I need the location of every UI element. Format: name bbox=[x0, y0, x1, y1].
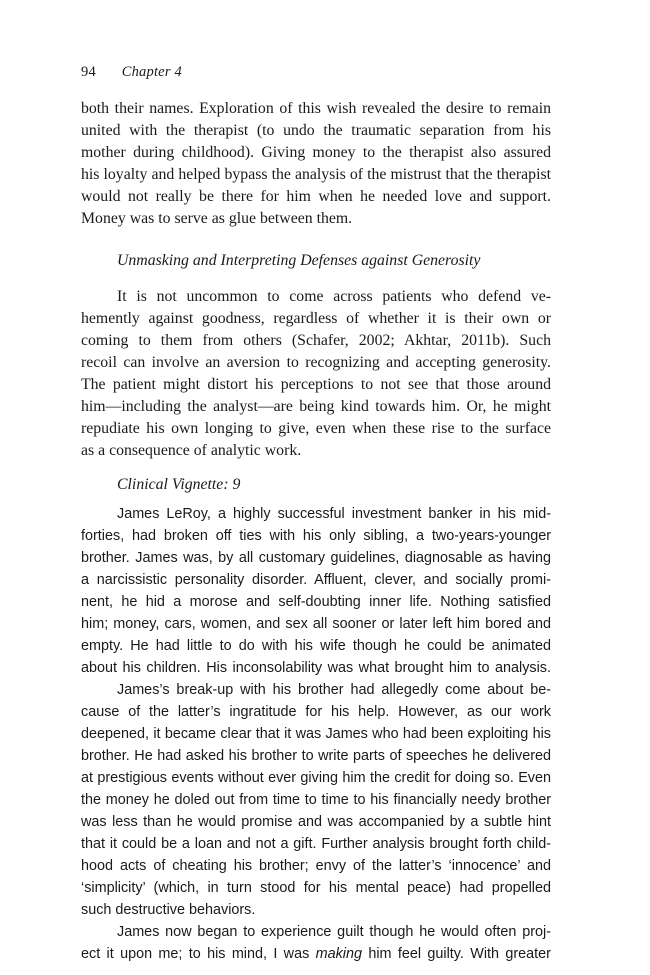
text-line: at prestigious events without ever giving him the credit for doing so. Even bbox=[81, 770, 551, 786]
text-line: James’s break-up with his brother had allegedly come about be- bbox=[117, 682, 551, 698]
section-heading: Unmasking and Interpreting Defenses against Generosity bbox=[117, 252, 481, 269]
text-fragment: ect it upon me; to his mind, I was bbox=[81, 946, 316, 962]
text-line: ‘simplicity’ (which, in turn stood for his mental peace) had propelled bbox=[81, 880, 551, 896]
text-line: The patient might distort his perceptions to not see that those around bbox=[81, 376, 551, 393]
text-line: coming to them from others (Schafer, 2002; Akhtar, 2011b). Such bbox=[81, 332, 551, 349]
text-line: was less than he would promise and was accompanied by a subtle hint bbox=[81, 814, 551, 830]
paragraph-continuation bbox=[81, 98, 551, 230]
text-line: hood acts of cheating his brother; envy of the latter’s ‘innocence’ and bbox=[81, 858, 551, 874]
text-line: as a consequence of analytic work. bbox=[81, 442, 302, 459]
text-line: empty. He had little to do with his wife though he could be animated bbox=[81, 638, 551, 654]
text-line: brother. James was, by all customary guidelines, diagnosable as having bbox=[81, 550, 551, 566]
paragraph-defenses bbox=[81, 286, 551, 462]
text-line: cause of the latter’s ingratitude for his help. However, as our work bbox=[81, 704, 551, 720]
vignette-heading: Clinical Vignette: 9 bbox=[117, 476, 241, 493]
text-line: a narcissistic personality disorder. Affluent, clever, and socially promi- bbox=[81, 572, 551, 588]
text-line: the money he doled out from time to time to his financially needy brother bbox=[81, 792, 551, 808]
text-line: It is not uncommon to come across patients who defend ve- bbox=[117, 288, 551, 305]
text-line: forties, had broken off ties with his only sibling, a two-years-younger bbox=[81, 528, 551, 544]
text-line: hemently against goodness, regardless of whether it is their own or bbox=[81, 310, 551, 327]
text-line: about his children. His inconsolability was what brought him to analysis. bbox=[81, 660, 551, 676]
running-head bbox=[81, 64, 182, 81]
text-line: him—including the analyst—are being kind towards him. Or, he might bbox=[81, 398, 551, 415]
text-line: united with the therapist (to undo the traumatic separation from his bbox=[81, 122, 551, 139]
text-line bbox=[81, 943, 551, 965]
text-line: deepened, it became clear that it was James who had been exploiting his bbox=[81, 726, 551, 742]
text-fragment: him feel guilty. With greater bbox=[362, 946, 551, 962]
vignette-text bbox=[81, 503, 551, 965]
text-line: that it could be a loan and not a gift. Further analysis brought forth child- bbox=[81, 836, 551, 852]
text-line: him; money, cars, women, and sex all sooner or later left him bored and bbox=[81, 616, 551, 632]
text-line: brother. He had asked his brother to write parts of speeches he delivered bbox=[81, 748, 551, 764]
text-line: Money was to serve as glue between them. bbox=[81, 210, 353, 227]
text-line: James now began to experience guilt though he would often proj- bbox=[117, 924, 551, 940]
page-number: 94 bbox=[81, 64, 96, 80]
text-line: his loyalty and helped bypass the analysis of the mistrust that the therapist bbox=[81, 166, 551, 183]
text-line: both their names. Exploration of this wish revealed the desire to remain bbox=[81, 100, 551, 117]
text-line: mother during childhood). Giving money to the therapist also assured bbox=[81, 144, 551, 161]
text-line: nent, he hid a morose and self-doubting inner life. Nothing satisfied bbox=[81, 594, 551, 610]
text-line: James LeRoy, a highly successful investment banker in his mid- bbox=[117, 506, 551, 522]
chapter-title: Chapter 4 bbox=[121, 64, 182, 80]
emphasis-word: making bbox=[315, 946, 362, 962]
text-line: such destructive behaviors. bbox=[81, 902, 256, 918]
text-line: would not really be there for him when he needed love and support. bbox=[81, 188, 551, 205]
text-line: recoil can involve an aversion to recognizing and accepting generosity. bbox=[81, 354, 551, 371]
text-line: repudiate his own longing to give, even when these rise to the surface bbox=[81, 420, 551, 437]
